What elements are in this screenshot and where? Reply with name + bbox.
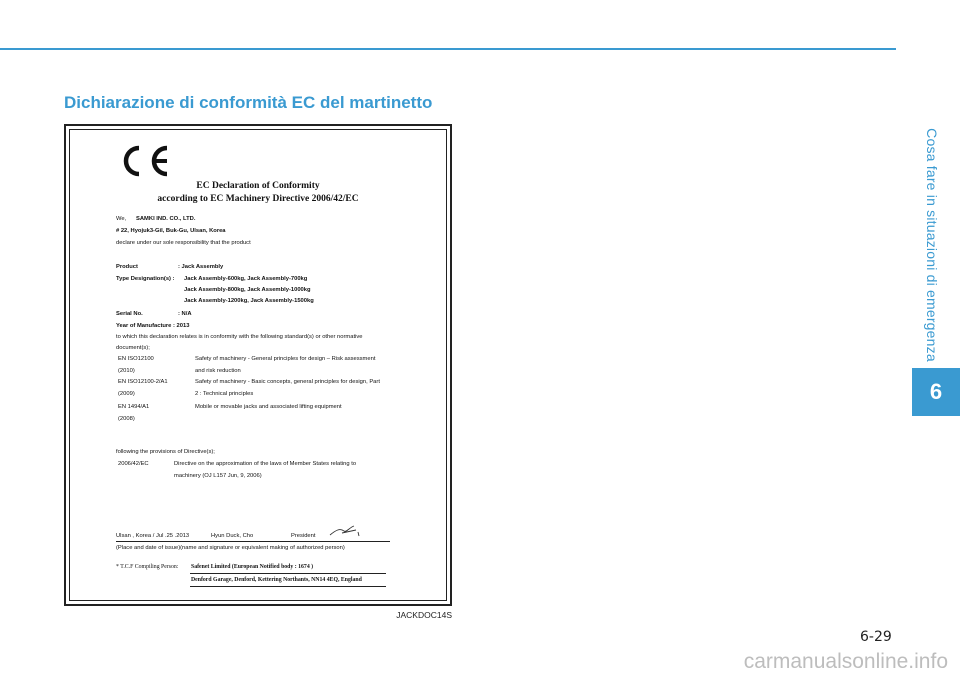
tcf-line1: Safenet Limited (European Notified body : 1674 ): [191, 564, 314, 570]
product-value: : Jack Assembly: [178, 264, 224, 270]
signatory-title: President: [291, 533, 316, 539]
directive-desc: machinery (OJ L157 Jun, 9, 2006): [174, 473, 262, 479]
page-number: 6-29: [860, 629, 892, 645]
header-rule: [0, 48, 896, 50]
signature-place-date: Ulsan , Korea / Jul .25 .2013: [116, 533, 190, 539]
provisions-text: following the provisions of Directive(s);: [116, 449, 215, 455]
company-name: SAMKI IND. CO., LTD.: [136, 216, 196, 222]
type-label: Type Designation(s) :: [116, 276, 175, 282]
tcf-label: * T.C.F Compiling Person:: [116, 564, 179, 570]
directive-code: 2006/42/EC: [118, 461, 149, 467]
product-label: Product: [116, 264, 138, 270]
page-title: Dichiarazione di conformità EC del martinetto: [64, 93, 433, 112]
document-subtitle: according to EC Machinery Directive 2006/42/EC: [157, 194, 359, 204]
handwritten-signature-icon: [328, 524, 362, 538]
declaration-document-image: [64, 124, 452, 606]
section-tab: [921, 130, 943, 360]
standard-desc: 2 : Technical principles: [195, 391, 254, 397]
directive-desc: Directive on the approximation of the laws of Member States relating to: [174, 461, 357, 467]
standard-code: EN ISO12100: [118, 356, 154, 362]
type-value: Jack Assembly-600kg, Jack Assembly-700kg: [184, 276, 308, 282]
we-label: We,: [116, 216, 127, 222]
signature-caption: (Place and date of issue)(name and signature or equivalent making of authorized person): [116, 545, 345, 551]
ce-mark-icon: [117, 144, 173, 178]
signatory-name: Hyun Duck, Cho: [211, 533, 254, 539]
standard-desc: and risk reduction: [195, 368, 241, 374]
standard-code: EN ISO12100-2/A1: [118, 379, 168, 385]
type-value: Jack Assembly-800kg, Jack Assembly-1000kg: [184, 287, 311, 293]
standard-code: (2010): [118, 368, 135, 374]
standard-desc: Mobile or movable jacks and associated lifting equipment: [195, 404, 342, 410]
image-code: JACKDOC14S: [396, 610, 452, 620]
type-value: Jack Assembly-1200kg, Jack Assembly-1500kg: [184, 298, 314, 304]
tcf-rule: [190, 573, 386, 574]
standard-desc: Safety of machinery - Basic concepts, general principles for design, Part: [195, 379, 380, 385]
serial-value: : N/A: [178, 311, 192, 317]
standard-desc: Safety of machinery - General principles for design – Risk assessment: [195, 356, 376, 362]
watermark: carmanualsonline.info: [743, 650, 948, 673]
tcf-rule: [190, 586, 386, 587]
company-address: # 22, Hyojuk3-Gil, Buk-Gu, Ulsan, Korea: [116, 228, 226, 234]
conformity-text: document(s);: [116, 345, 150, 351]
tcf-line2: Denford Garage, Denford, Kettering Northants, NN14 4EQ, England: [191, 577, 362, 583]
conformity-text: to which this declaration relates is in conformity with the following standard(s) or other normative: [116, 334, 363, 340]
standard-code: (2009): [118, 391, 135, 397]
declare-text: declare under our sole responsibility that the product: [116, 240, 251, 246]
section-tab-label: Cosa fare in situazioni di emergenza: [924, 128, 940, 362]
year-of-manufacture: Year of Manufacture : 2013: [116, 323, 190, 329]
chapter-badge: 6: [912, 368, 960, 416]
document-title: EC Declaration of Conformity: [196, 181, 320, 191]
standard-code: EN 1494/A1: [118, 404, 150, 410]
standard-code: (2008): [118, 416, 135, 422]
serial-label: Serial No.: [116, 311, 143, 317]
signature-rule: [116, 541, 390, 542]
